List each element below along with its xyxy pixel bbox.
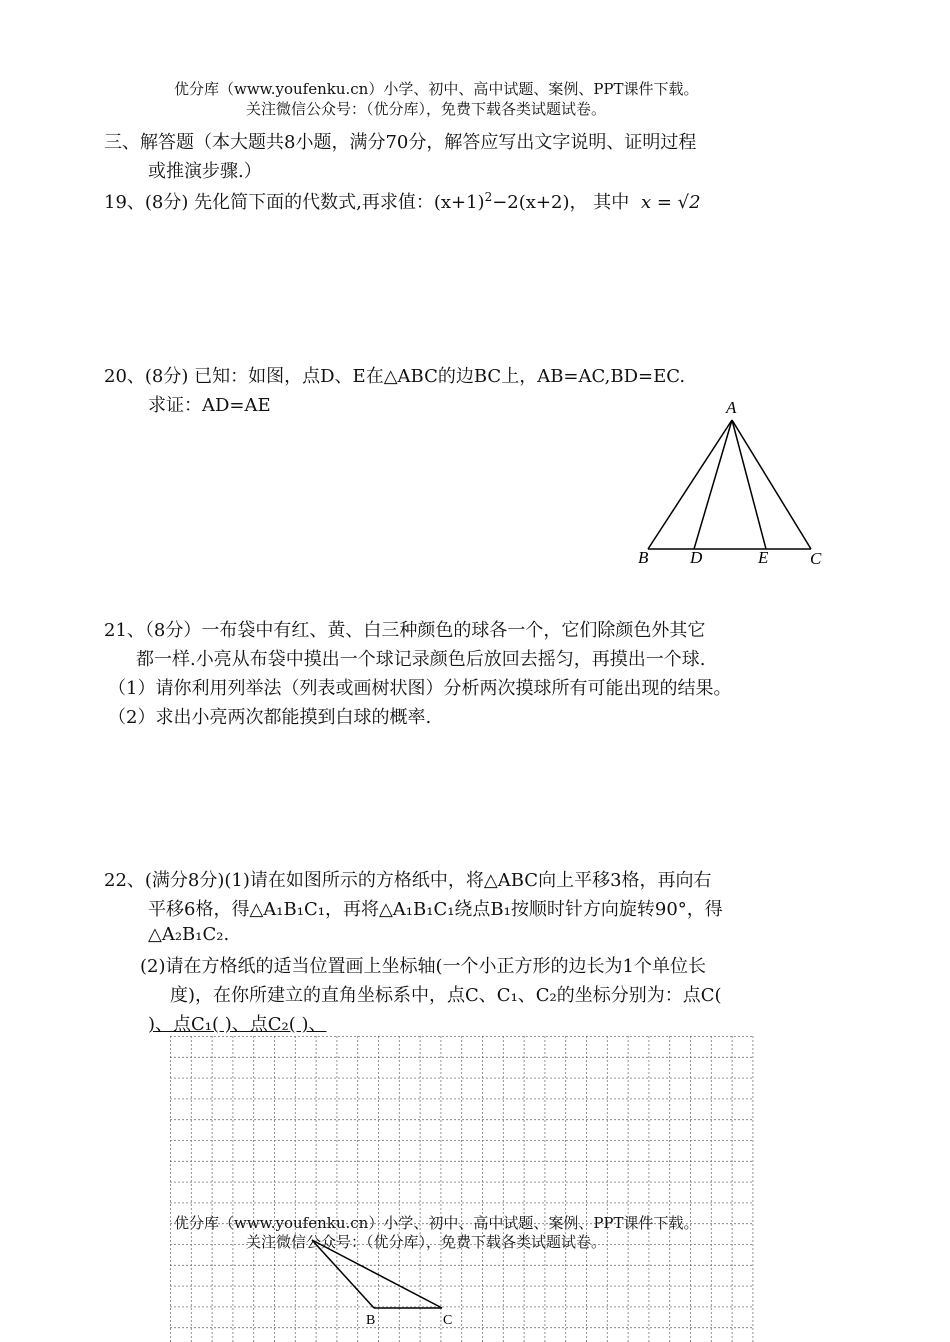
question-20-line-1: 20、(8分) 已知：如图，点D、E在△ABC的边BC上，AB=AC,BD=EC.	[104, 366, 686, 387]
q19-mid: −2(x+2)， 其中	[492, 192, 630, 213]
label-c: C	[810, 549, 822, 568]
question-21-line-1: 21、（8分）一布袋中有红、黄、白三种颜色的球各一个，它们除颜色外其它	[104, 620, 706, 641]
segment-ae	[732, 420, 766, 549]
question-22-line-4: (2)请在方格纸的适当位置画上坐标轴(一个小正方形的边长为1个单位长	[140, 956, 706, 977]
section-title-line-2: 或推演步骤.）	[148, 161, 262, 182]
question-22-line-1: 22、(满分8分)(1)请在如图所示的方格纸中，将△ABC向上平移3格，再向右	[104, 870, 712, 891]
label-d: D	[690, 548, 703, 567]
footer-line-1: 优分库（www.youfenku.cn）小学、初中、高中试题、案例、PPT课件下载。	[174, 1214, 699, 1232]
q19-formula: x = √2	[640, 192, 701, 213]
q19-prefix: 19、(8分) 先化简下面的代数式,再求值：(x+1)	[104, 192, 485, 213]
question-22-line-3: △A₂B₁C₂.	[148, 924, 230, 945]
side-ab	[648, 420, 732, 549]
grid-label-c: C	[443, 1313, 453, 1328]
label-a: A	[726, 398, 737, 417]
label-b: B	[638, 548, 649, 567]
header-line-2: 关注微信公众号：（优分库），免费下载各类试题试卷。	[246, 100, 607, 118]
question-22-line-5: 度)，在你所建立的直角坐标系中，点C、C₁、C₂的坐标分别为：点C(	[170, 985, 722, 1006]
label-e: E	[758, 548, 769, 567]
footer-line-2: 关注微信公众号：（优分库），免费下载各类试题试卷。	[246, 1233, 607, 1251]
header-line-1: 优分库（www.youfenku.cn）小学、初中、高中试题、案例、PPT课件下载。	[174, 80, 699, 98]
segment-ad	[694, 420, 732, 549]
question-21-line-2: 都一样.小亮从布袋中摸出一个球记录颜色后放回去摇匀，再摸出一个球.	[136, 649, 706, 670]
grid-paper	[170, 1036, 754, 1342]
question-21-part-1: （1）请你利用列举法（列表或画树状图）分析两次摸球所有可能出现的结果。	[108, 678, 732, 699]
q19-exponent: 2	[484, 190, 493, 204]
side-ac	[732, 420, 811, 549]
answer-blanks: )、点C₁( )、点C₂( )、	[148, 1014, 327, 1035]
question-20-line-2: 求证：AD=AE	[148, 395, 271, 416]
question-21-part-2: （2）求出小亮两次都能摸到白球的概率.	[108, 707, 432, 728]
grid-label-b: B	[366, 1313, 376, 1328]
question-22-line-2: 平移6格，得△A₁B₁C₁，再将△A₁B₁C₁绕点B₁按顺时针方向旋转90°，得	[148, 899, 723, 920]
triangle-figure	[630, 395, 830, 575]
question-19	[104, 188, 701, 214]
question-22-answer-blanks	[148, 1010, 327, 1036]
section-title-line-1: 三、解答题（本大题共8小题，满分70分，解答应写出文字说明、证明过程	[104, 132, 697, 153]
